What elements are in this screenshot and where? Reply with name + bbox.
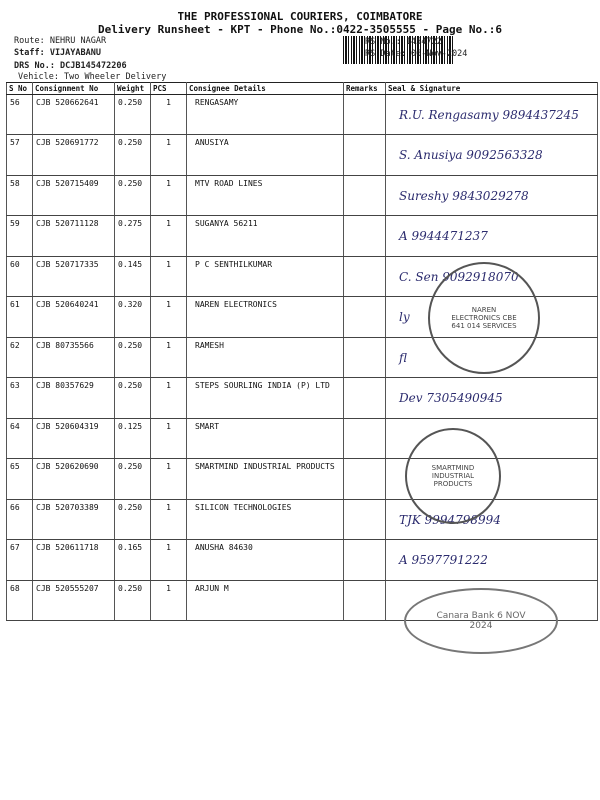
cell-weight: 0.250 <box>115 459 151 500</box>
cell-sno: 63 <box>7 378 33 419</box>
cell-consignee: RENGASAMY <box>187 95 344 135</box>
vehicle-label: Vehicle: Two Wheeler Delivery <box>18 72 167 82</box>
cell-consignment-no: CJB 520703389 <box>33 500 115 540</box>
cell-sno: 56 <box>7 95 33 135</box>
col-sno: S No <box>7 83 33 95</box>
table-row <box>7 419 598 459</box>
table-row <box>7 459 598 500</box>
cell-consignee: P C SENTHILKUMAR <box>187 257 344 297</box>
table-row <box>7 540 598 581</box>
cell-sno: 61 <box>7 297 33 338</box>
cell-sno: 59 <box>7 216 33 257</box>
handwritten-signature: S. Anusiya 9092563328 <box>399 148 543 162</box>
cell-pcs: 1 <box>151 216 187 257</box>
staff-label: Staff: VIJAYABANU <box>14 48 101 58</box>
cell-consignee: SMARTMIND INDUSTRIAL PRODUCTS <box>187 459 344 500</box>
cell-consignee: ARJUN M <box>187 581 344 621</box>
cell-remarks <box>344 297 386 338</box>
cell-remarks <box>344 257 386 297</box>
cell-remarks <box>344 540 386 581</box>
cell-weight: 0.250 <box>115 378 151 419</box>
cell-pcs: 1 <box>151 257 187 297</box>
cell-weight: 0.250 <box>115 95 151 135</box>
smartmind-stamp <box>405 428 501 524</box>
cell-remarks <box>344 176 386 216</box>
cell-sno: 57 <box>7 135 33 176</box>
cell-signature <box>386 540 598 581</box>
cell-sno: 58 <box>7 176 33 216</box>
cell-consignee: ANUSHA 84630 <box>187 540 344 581</box>
cell-weight: 0.250 <box>115 500 151 540</box>
cell-signature <box>386 216 598 257</box>
cell-consignee: RAMESH <box>187 338 344 378</box>
rs-number: RS No.: 1454722 <box>365 37 442 47</box>
table-row <box>7 500 598 540</box>
cell-sno: 62 <box>7 338 33 378</box>
cell-pcs: 1 <box>151 95 187 135</box>
cell-consignment-no: CJB 520711128 <box>33 216 115 257</box>
cell-consignee: SUGANYA 56211 <box>187 216 344 257</box>
cell-consignment-no: CJB 520604319 <box>33 419 115 459</box>
cell-weight: 0.125 <box>115 419 151 459</box>
cell-consignee: SMART <box>187 419 344 459</box>
cell-consignment-no: CJB 80357629 <box>33 378 115 419</box>
handwritten-signature: A 9597791222 <box>399 553 488 567</box>
cell-consignee: MTV ROAD LINES <box>187 176 344 216</box>
cell-weight: 0.250 <box>115 581 151 621</box>
table-row <box>7 135 598 176</box>
cell-consignment-no: CJB 520662641 <box>33 95 115 135</box>
cell-pcs: 1 <box>151 176 187 216</box>
col-pcs: PCS <box>151 83 187 95</box>
cell-consignment-no: CJB 520611718 <box>33 540 115 581</box>
cell-weight: 0.250 <box>115 135 151 176</box>
cell-signature <box>386 135 598 176</box>
handwritten-signature: fl <box>399 351 408 365</box>
company-title: THE PROFESSIONAL COURIERS, COIMBATORE <box>177 10 423 23</box>
handwritten-signature: Dev 7305490945 <box>399 391 503 405</box>
cell-signature <box>386 176 598 216</box>
cell-consignee: STEPS SOURLING INDIA (P) LTD <box>187 378 344 419</box>
cell-remarks <box>344 135 386 176</box>
cell-weight: 0.275 <box>115 216 151 257</box>
cell-consignment-no: CJB 80735566 <box>33 338 115 378</box>
cell-weight: 0.165 <box>115 540 151 581</box>
cell-consignee: SILICON TECHNOLOGIES <box>187 500 344 540</box>
cell-weight: 0.250 <box>115 338 151 378</box>
naren-stamp-text: NAREN ELECTRONICS CBE 641 014 SERVICES <box>451 306 517 330</box>
handwritten-signature: C. Sen 9092918070 <box>399 270 519 284</box>
drs-number: DRS No.: DCJB145472206 <box>14 61 127 71</box>
cell-remarks <box>344 419 386 459</box>
cell-pcs: 1 <box>151 540 187 581</box>
cell-remarks <box>344 95 386 135</box>
cell-remarks <box>344 216 386 257</box>
cell-sno: 65 <box>7 459 33 500</box>
cell-pcs: 1 <box>151 459 187 500</box>
smartmind-stamp-text: SMARTMIND INDUSTRIAL PRODUCTS <box>431 464 475 488</box>
cell-sno: 66 <box>7 500 33 540</box>
canara-stamp-text: Canara Bank 6 NOV 2024 <box>436 611 526 631</box>
cell-remarks <box>344 581 386 621</box>
handwritten-signature: A 9944471237 <box>399 229 488 243</box>
cell-sno: 60 <box>7 257 33 297</box>
handwritten-signature: ly <box>399 310 410 324</box>
cell-weight: 0.250 <box>115 176 151 216</box>
col-remarks: Remarks <box>344 83 386 95</box>
cell-consignment-no: CJB 520691772 <box>33 135 115 176</box>
naren-electronics-stamp <box>428 262 540 374</box>
cell-pcs: 1 <box>151 378 187 419</box>
table-row <box>7 95 598 135</box>
cell-signature <box>386 378 598 419</box>
cell-sno: 68 <box>7 581 33 621</box>
cell-remarks <box>344 500 386 540</box>
cell-pcs: 1 <box>151 419 187 459</box>
cell-remarks <box>344 378 386 419</box>
cell-consignment-no: CJB 520715409 <box>33 176 115 216</box>
cell-weight: 0.145 <box>115 257 151 297</box>
cell-pcs: 1 <box>151 338 187 378</box>
cell-consignee: NAREN ELECTRONICS <box>187 297 344 338</box>
rs-date: RS Date: 06-Nov-2024 <box>365 49 468 59</box>
cell-consignee: ANUSIYA <box>187 135 344 176</box>
table-row <box>7 176 598 216</box>
cell-sno: 67 <box>7 540 33 581</box>
runsheet-subtitle: Delivery Runsheet - KPT - Phone No.:0422-3505555 - Page No.:6 <box>98 23 502 36</box>
table-header-row <box>7 83 598 95</box>
cell-consignment-no: CJB 520555207 <box>33 581 115 621</box>
route-label: Route: NEHRU NAGAR <box>14 36 107 46</box>
handwritten-signature: R.U. Rengasamy 9894437245 <box>399 108 579 122</box>
cell-weight: 0.320 <box>115 297 151 338</box>
table-row <box>7 378 598 419</box>
cell-remarks <box>344 338 386 378</box>
cell-pcs: 1 <box>151 135 187 176</box>
cell-pcs: 1 <box>151 581 187 621</box>
cell-consignment-no: CJB 520640241 <box>33 297 115 338</box>
cell-signature <box>386 95 598 135</box>
cell-pcs: 1 <box>151 297 187 338</box>
handwritten-signature: TJK 9994798994 <box>399 513 501 527</box>
cell-remarks <box>344 459 386 500</box>
handwritten-signature: Sureshy 9843029278 <box>399 189 529 203</box>
col-consignment: Consignment No <box>33 83 115 95</box>
cell-pcs: 1 <box>151 500 187 540</box>
cell-consignment-no: CJB 520717335 <box>33 257 115 297</box>
cell-sno: 64 <box>7 419 33 459</box>
table-row <box>7 216 598 257</box>
col-seal-signature: Seal & Signature <box>386 83 598 95</box>
col-weight: Weight <box>115 83 151 95</box>
col-consignee: Consignee Details <box>187 83 344 95</box>
cell-consignment-no: CJB 520620690 <box>33 459 115 500</box>
canara-bank-stamp <box>404 588 558 654</box>
